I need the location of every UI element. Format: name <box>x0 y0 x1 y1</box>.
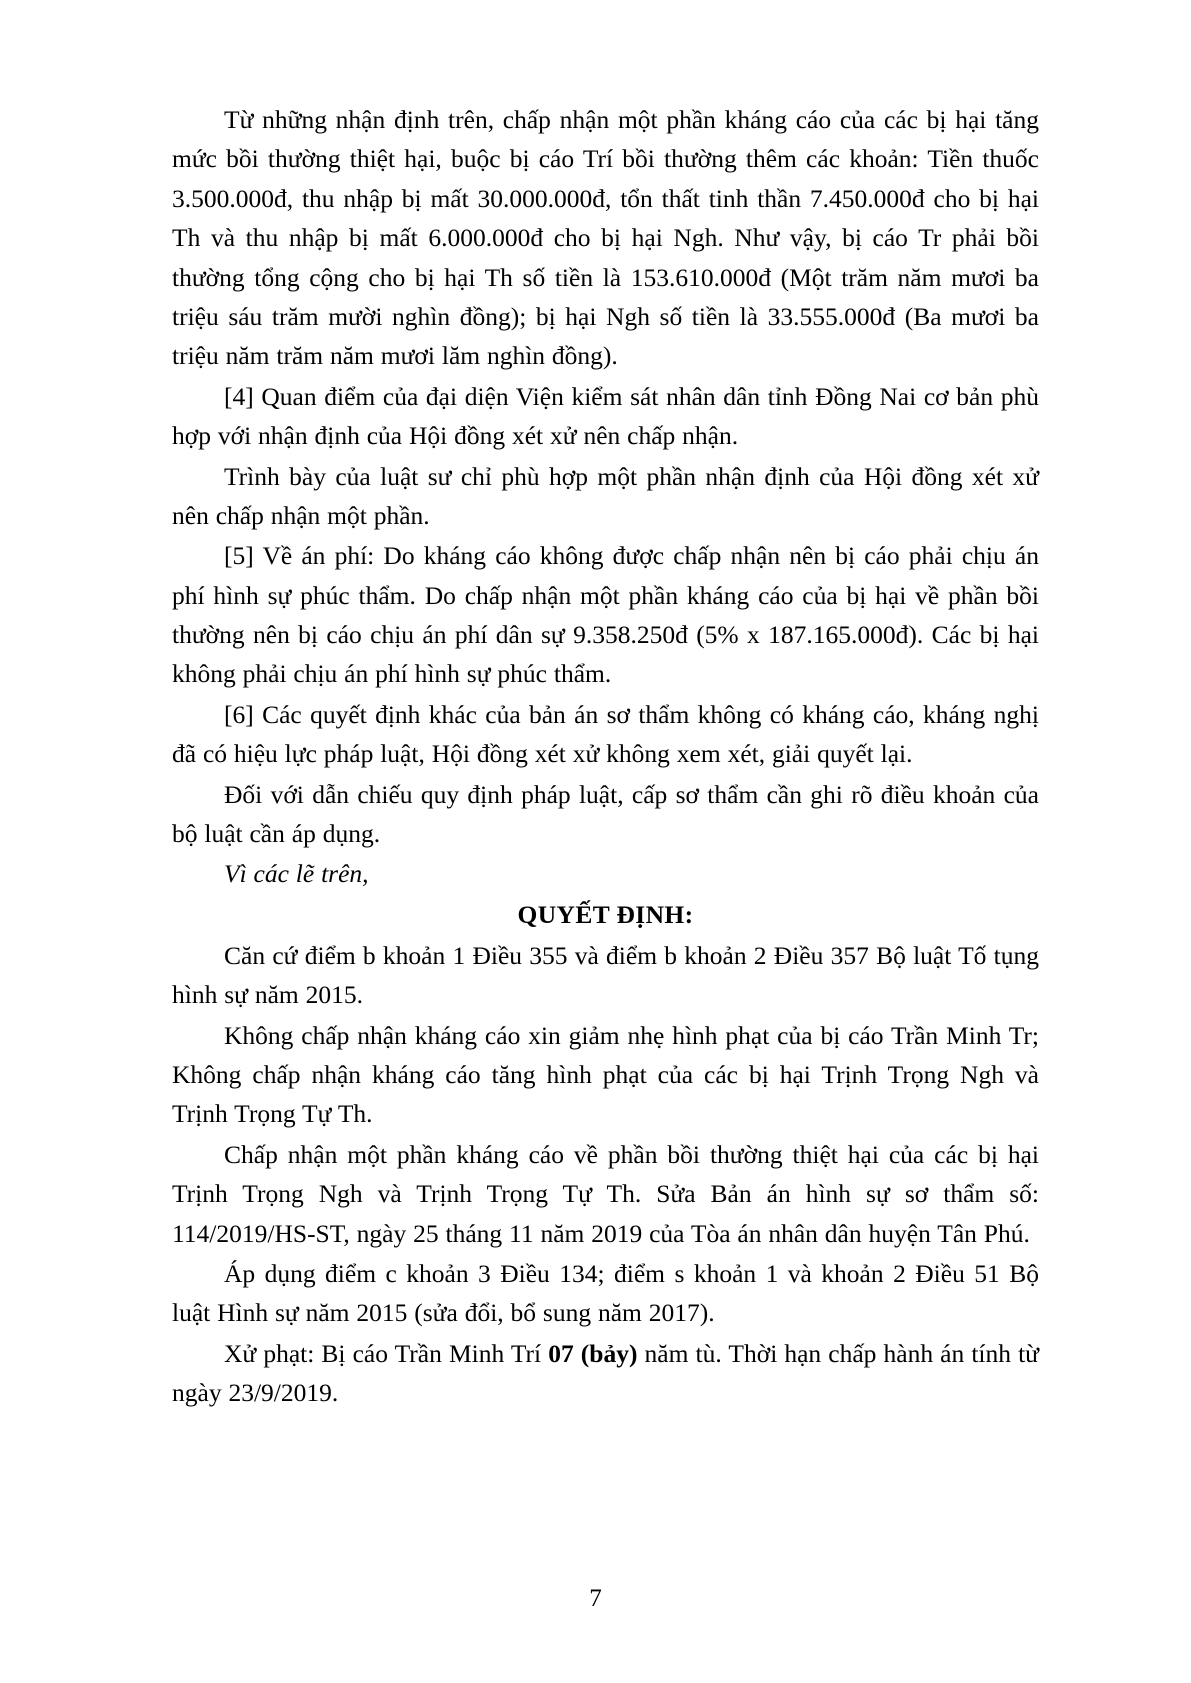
paragraph-item-6: [6] Các quyết định khác của bản án sơ thẩm không có kháng cáo, kháng nghị đã có hiệu lực pháp luật, Hội đồng xét xử không xem xét, giải quyết lại. <box>172 699 1039 769</box>
decision-paragraph-sentence <box>172 1334 1039 1413</box>
decision-heading: QUYẾT ĐỊNH: <box>517 899 694 929</box>
sentence-suffix: năm tù. Thời hạn chấp hành án tính từ ngày 23/9/2019. <box>172 1338 1039 1408</box>
paragraph-compensation-summary: Từ những nhận định trên, chấp nhận một phần kháng cáo của các bị hại tăng mức bồi thường thiệt hại, buộc bị cáo Trí bồi thường thêm các khoản: Tiền thuốc 3.500.000đ, thu nhập bị mất 30.000.000đ, tổn thất tinh thần 7.450.000đ cho bị hại Th và thu nhập bị mất 6.000.000đ cho bị hại Ngh. Như vậy, bị cáo Tr phải bồi thường tổng cộng cho bị hại Th số tiền là 153.610.000đ (Một trăm năm mươi ba triệu sáu trăm mười nghìn đồng); bị hại Ngh số tiền là 33.555.000đ (Ba mươi ba triệu năm trăm năm mươi lăm nghìn đồng). <box>172 105 1039 371</box>
sentence-prefix: Xử phạt: Bị cáo Trần Minh Trí <box>224 1338 549 1368</box>
closing-phrase: Vì các lẽ trên, <box>224 859 369 889</box>
page-number: 7 <box>589 1585 602 1612</box>
decision-paragraph-applied-articles: Áp dụng điểm c khoản 3 Điều 134; điểm s khoản 1 và khoản 2 Điều 51 Bộ luật Hình sự năm 2015 (sửa đổi, bổ sung năm 2017). <box>172 1258 1039 1328</box>
paragraph-item-4: [4] Quan điểm của đại diện Viện kiểm sát nhân dân tỉnh Đồng Nai cơ bản phù hợp với nhận định của Hội đồng xét xử nên chấp nhận. <box>172 381 1039 451</box>
paragraph-lawyer-statement: Trình bày của luật sư chỉ phù hợp một phần nhận định của Hội đồng xét xử nên chấp nhận một phần. <box>172 461 1039 530</box>
decision-paragraph-partial-acceptance: Chấp nhận một phần kháng cáo về phần bồi thường thiệt hại của các bị hại Trịnh Trọng Ngh và Trịnh Trọng Tự Th. Sửa Bản án hình sự sơ thẩm số: 114/2019/HS-ST, ngày 25 tháng 11 năm 2019 của Tòa án nhân dân huyện Tân Phú. <box>172 1139 1039 1248</box>
paragraph-item-5: [5] Về án phí: Do kháng cáo không được chấp nhận nên bị cáo phải chịu án phí hình sự phúc thẩm. Do chấp nhận một phần kháng cáo của bị hại về phần bồi thường nên bị cáo chịu án phí dân sự 9.358.250đ (5% x 187.165.000đ). Các bị hại không phải chịu án phí hình sự phúc thẩm. <box>172 541 1039 689</box>
sentence-term: 07 (bảy) <box>548 1338 638 1368</box>
decision-paragraph-basis: Căn cứ điểm b khoản 1 Điều 355 và điểm b khoản 2 Điều 357 Bộ luật Tố tụng hình sự năm 2015. <box>172 940 1039 1010</box>
paragraph-legal-reference-note: Đối với dẫn chiếu quy định pháp luật, cấp sơ thẩm cần ghi rõ điều khoản của bộ luật cần áp dụng. <box>172 779 1039 849</box>
decision-paragraph-rejections: Không chấp nhận kháng cáo xin giảm nhẹ hình phạt của bị cáo Trần Minh Tr; Không chấp nhận kháng cáo tăng hình phạt của các bị hại Trịnh Trọng Ngh và Trịnh Trọng Tự Th. <box>172 1020 1039 1129</box>
